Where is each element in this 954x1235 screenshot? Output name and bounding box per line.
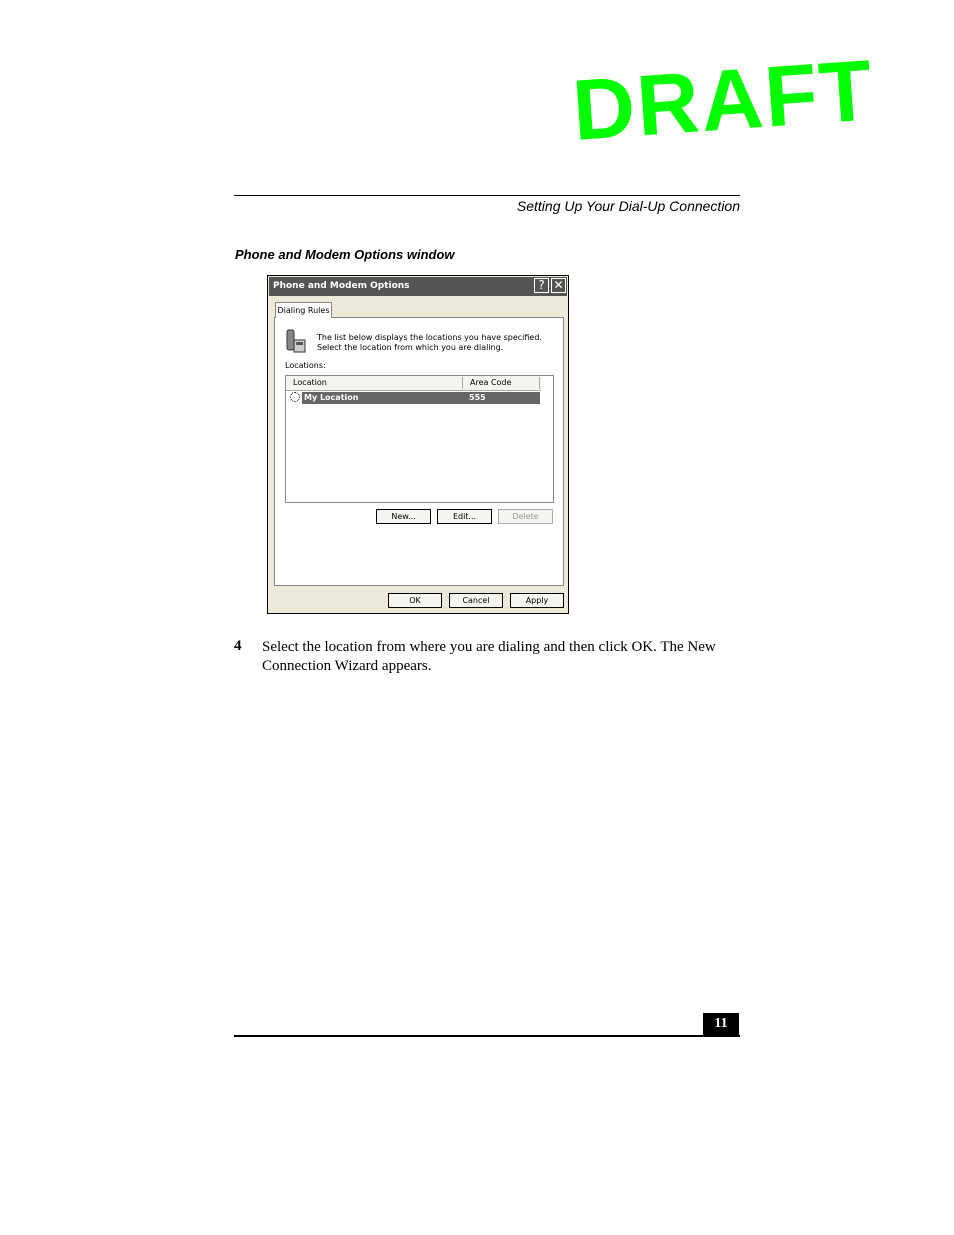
apply-button[interactable]: Apply — [510, 593, 564, 608]
page-number: 11 — [703, 1013, 739, 1035]
list-header — [286, 376, 541, 391]
row-area-code: 555 — [469, 393, 486, 402]
location-radio-icon — [290, 392, 300, 402]
row-location: My Location — [304, 393, 359, 402]
step-number: 4 — [234, 638, 242, 654]
step-text: Select the location from where you are dialing and then click OK. The New Connection Wizard appears. — [262, 639, 716, 674]
column-separator — [539, 377, 540, 389]
footer-rule — [234, 1035, 740, 1037]
close-button[interactable]: ✕ — [551, 278, 566, 293]
help-button[interactable]: ? — [534, 278, 549, 293]
dialog-description: The list below displays the locations you have specified. Select the location from which you are dialing. — [317, 333, 542, 352]
phone-modem-dialog — [267, 275, 569, 614]
edit-button[interactable]: Edit... — [437, 509, 492, 524]
running-head: Setting Up Your Dial-Up Connection — [516, 198, 740, 214]
table-row[interactable] — [302, 392, 540, 404]
dialog-titlebar — [269, 277, 567, 296]
figure-caption: Phone and Modem Options window — [235, 247, 455, 262]
column-separator — [462, 377, 463, 389]
locations-label: Locations: — [285, 361, 326, 370]
cancel-button[interactable]: Cancel — [449, 593, 503, 608]
new-button[interactable]: New... — [376, 509, 431, 524]
locations-list[interactable] — [285, 375, 554, 503]
tab-dialing-rules[interactable]: Dialing Rules — [275, 302, 332, 318]
phone-icon — [285, 328, 307, 354]
column-area-code[interactable]: Area Code — [470, 378, 512, 387]
delete-button[interactable]: Delete — [498, 509, 553, 524]
dialing-rules-panel — [274, 317, 564, 586]
ok-button[interactable]: OK — [388, 593, 442, 608]
column-location[interactable]: Location — [293, 378, 327, 387]
draft-watermark: DRAFT — [569, 42, 878, 159]
dialog-title: Phone and Modem Options — [273, 281, 410, 291]
header-rule — [234, 195, 740, 196]
